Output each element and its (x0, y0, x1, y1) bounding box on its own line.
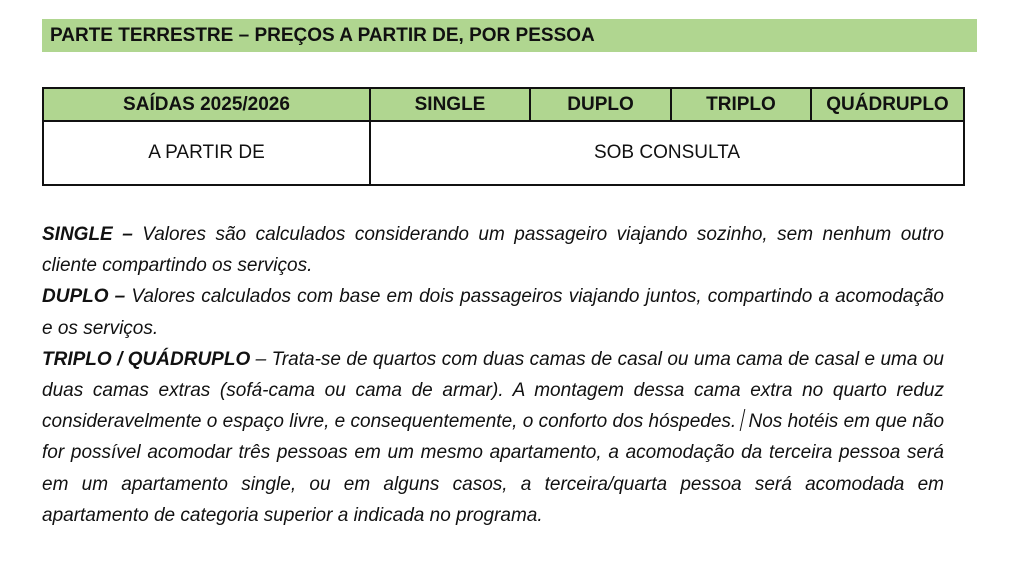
row-value: SOB CONSULTA (370, 121, 964, 185)
note-triplo-text: – Trata-se de quartos com duas camas de casal ou uma cama de casal e uma ou duas camas extras (sofá-cama ou cama de armar). A montagem dessa cama extra no quarto reduz consideravelmente o espaço livre, e consequentemente, o conforto dos hóspedes. (42, 348, 944, 433)
header-quadruplo: QUÁDRUPLO (811, 88, 964, 121)
row-label: A PARTIR DE (43, 121, 370, 185)
header-single: SINGLE (370, 88, 530, 121)
section-title: PARTE TERRESTRE – PREÇOS A PARTIR DE, POR PESSOA (42, 19, 977, 52)
note-duplo-text: Valores calculados com base em dois passageiros viajando juntos, compartindo a acomodação e os serviços. (42, 286, 944, 339)
note-triplo-term: TRIPLO / QUÁDRUPLO (42, 348, 251, 370)
note-triplo (42, 344, 944, 531)
note-duplo-term: DUPLO – (42, 286, 126, 308)
price-table (42, 87, 965, 186)
note-single-term: SINGLE – (42, 224, 133, 245)
text-cursor (740, 409, 746, 431)
header-triplo: TRIPLO (671, 88, 811, 121)
header-duplo: DUPLO (530, 88, 671, 121)
note-single (42, 219, 944, 281)
header-departures: SAÍDAS 2025/2026 (43, 88, 370, 121)
note-duplo (42, 281, 944, 343)
note-triplo-text-2: Nos hotéis em que não for possível acomodar três pessoas em um mesmo apartamento, a acomodação da terceira pessoa será em um apartamento single, ou em alguns casos, a terceira/quarta pessoa será acomodada em apartamento de categoria superior a indicada no programa. (42, 411, 945, 526)
price-table-header-row (43, 88, 964, 121)
room-type-notes (42, 219, 944, 531)
price-table-row (43, 121, 964, 185)
note-single-text: Valores são calculados considerando um passageiro viajando sozinho, sem nenhum outro cliente compartindo os serviços. (42, 224, 945, 277)
